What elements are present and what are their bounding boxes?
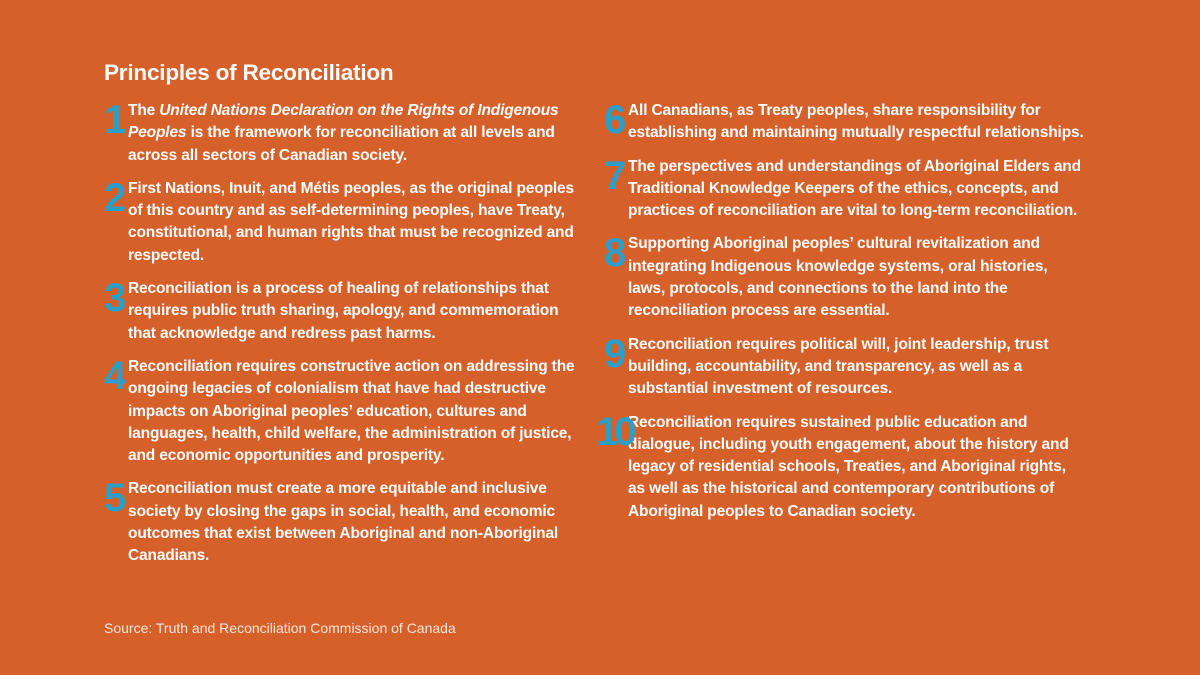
principle-number: 3 xyxy=(104,276,125,321)
principle-text-rest: is the framework for reconciliation at all levels and across all sectors of Canadian society. xyxy=(128,124,555,164)
principle-text: Supporting Aboriginal peoples’ cultural revitalization and integrating Indigenous knowledge systems, oral histories, laws, protocols, and connections to the land into the reconciliation process are essential. xyxy=(628,235,1048,320)
page-title: Principles of Reconciliation xyxy=(104,60,394,85)
principle-item-3 xyxy=(96,278,586,345)
principle-item-9 xyxy=(596,331,1086,401)
principle-text: Reconciliation requires sustained public education and dialogue, including youth engagement, about the history and legacy of residential schools, Treaties, and Aboriginal rights, as well as the historical and contemporary contributions of Aboriginal peoples to Canadian society. xyxy=(628,413,1069,520)
principle-number: 9 xyxy=(604,331,625,376)
principle-text: All Canadians, as Treaty peoples, share responsibility for establishing and maintaining mutually respectful relationships. xyxy=(628,102,1084,142)
principle-text: Reconciliation requires political will, joint leadership, trust building, accountability, and transparency, as well as a substantial investment of resources. xyxy=(628,335,1049,398)
principle-text: Reconciliation requires constructive action on addressing the ongoing legacies of colonialism that have had destructive impacts on Aboriginal peoples’ education, cultures and languages, health, child welfare, the administration of justice, and economic opportunities and prosperity. xyxy=(128,357,575,465)
principle-item-10 xyxy=(596,409,1086,523)
principle-item-4 xyxy=(96,353,586,467)
principle-number: 1 xyxy=(104,98,125,142)
principle-text-italic: United Nations Declaration on the Rights of Indigenous Peoples xyxy=(128,102,559,142)
principle-number: 7 xyxy=(604,153,625,198)
principle-number: 8 xyxy=(604,231,625,276)
principle-text xyxy=(128,100,586,167)
principle-number: 4 xyxy=(104,353,125,398)
principle-item-2 xyxy=(96,175,586,267)
principle-item-5 xyxy=(96,478,586,567)
principle-item-8 xyxy=(596,233,1086,322)
principle-text-lead: The xyxy=(128,102,160,119)
principles-column-left xyxy=(96,100,586,579)
principle-text: First Nations, Inuit, and Métis peoples, as the original peoples of this country and as self-determining peoples, have Treaty, constitutional, and human rights that must be recognized and respected. xyxy=(128,179,575,264)
principle-number: 6 xyxy=(604,98,625,142)
principle-text: The perspectives and understandings of Aboriginal Elders and Traditional Knowledge Keepers of the ethics, concepts, and practices of reconciliation are vital to long-term reconciliation. xyxy=(628,157,1081,220)
principle-item-7 xyxy=(596,153,1086,223)
principles-column-right xyxy=(596,100,1086,534)
principle-text: Reconciliation is a process of healing of relationships that requires public truth sharing, apology, and commemoration that acknowledge and redress past harms. xyxy=(128,280,559,342)
principle-item-1 xyxy=(96,100,586,167)
principle-number: 2 xyxy=(104,175,125,220)
principle-item-6 xyxy=(596,100,1086,145)
principle-number: 10 xyxy=(596,409,633,454)
principle-number: 5 xyxy=(104,476,125,521)
principle-text: Reconciliation must create a more equitable and inclusive society by closing the gaps in social, health, and economic outcomes that exist between Aboriginal and non-Aboriginal Canadians. xyxy=(128,480,559,565)
source-credit: Source: Truth and Reconciliation Commission of Canada xyxy=(104,620,456,636)
